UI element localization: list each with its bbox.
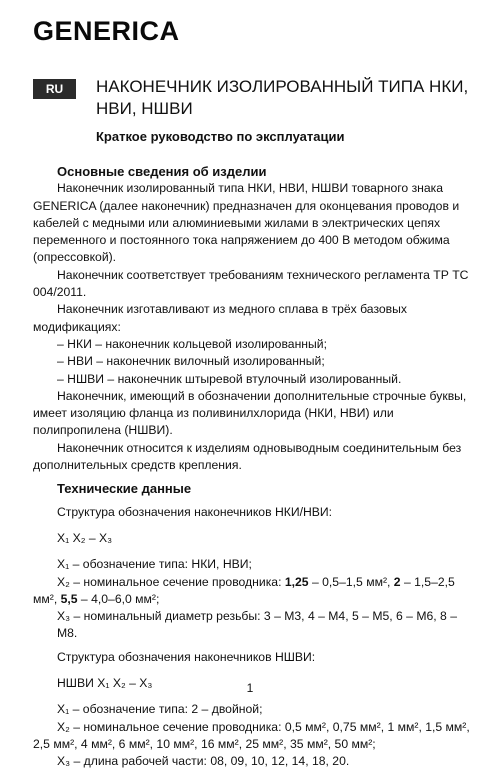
paragraph: Наконечник соответствует требованиям технического регламента ТР ТС 004/2011. [33,267,469,300]
section-heading-general: Основные сведения об изделии [57,164,267,179]
document-title [96,76,476,120]
list-item: – НШВИ – наконечник штыревой втулочный изолированный. [57,371,402,386]
structure-caption: Структура обозначения наконечников НКИ/НВИ: [57,504,333,519]
definition-x1: X₁ – обозначение типа: 2 – двойной; [57,702,263,717]
page-number: 1 [246,681,254,695]
designation-formula: НШВИ X₁ X₂ – X₃ [57,676,153,691]
paragraph: Наконечник изготавливают из медного сплава в трёх базовых модификациях: [33,302,408,334]
definition-x3: X₃ – длина рабочей части: 08, 09, 10, 12, 14, 18, 20. [57,754,350,769]
paragraph: Наконечник относится к изделиям одновыводным соединительным без дополнительных средств крепления. [33,440,462,473]
definition-x2: X₂ – номинальное сечение проводника: 1,25 – 0,5–1,5 мм², 2 – 1,5–2,5 мм², 5,5 – 4,0–6,0 мм²; [33,574,455,606]
paragraph: Наконечник, имеющий в обозначении дополнительные строчные буквы, имеет изоляцию фланца из поливинилхлорида (НКИ, НВИ) или полипропилена (НШВИ). [33,388,467,438]
language-badge: RU [33,79,76,99]
designation-formula: X₁ X₂ – X₃ [57,530,113,545]
document-body [33,163,473,771]
title-line-2: НВИ, НШВИ [96,99,193,118]
brand-logo: GENERICA [33,16,180,46]
structure-caption: Структура обозначения наконечников НШВИ: [57,649,316,664]
title-line-1: НАКОНЕЧНИК ИЗОЛИРОВАННЫЙ ТИПА НКИ, [96,77,469,96]
section-heading-technical: Технические данные [57,481,192,497]
definition-x2: X₂ – номинальное сечение проводника: 0,5 мм², 0,75 мм², 1 мм², 1,5 мм², 2,5 мм², 4 мм², 6 мм², 10 мм², 16 мм², 25 мм², 35 мм², 50 мм²; [33,719,470,751]
definition-x3: X₃ – номинальный диаметр резьбы: 3 – М3, 4 – М4, 5 – М5, 6 – М6, 8 – М8. [57,609,457,641]
paragraph: Наконечник изолированный типа НКИ, НВИ, НШВИ товарного знака GENERICA (далее наконечник) предназначен для оконцевания проводов и кабелей с медными или алюминиевыми жилами в электрических цепях переменного и постоянного тока напряжением до 400 В методом обжима (опрессовкой). [33,181,460,265]
list-item: – НКИ – наконечник кольцевой изолированный; [57,336,327,351]
list-item: – НВИ – наконечник вилочный изолированный; [57,354,325,369]
document-subtitle: Краткое руководство по эксплуатации [96,129,345,144]
definition-x1: X₁ – обозначение типа: НКИ, НВИ; [57,557,252,572]
